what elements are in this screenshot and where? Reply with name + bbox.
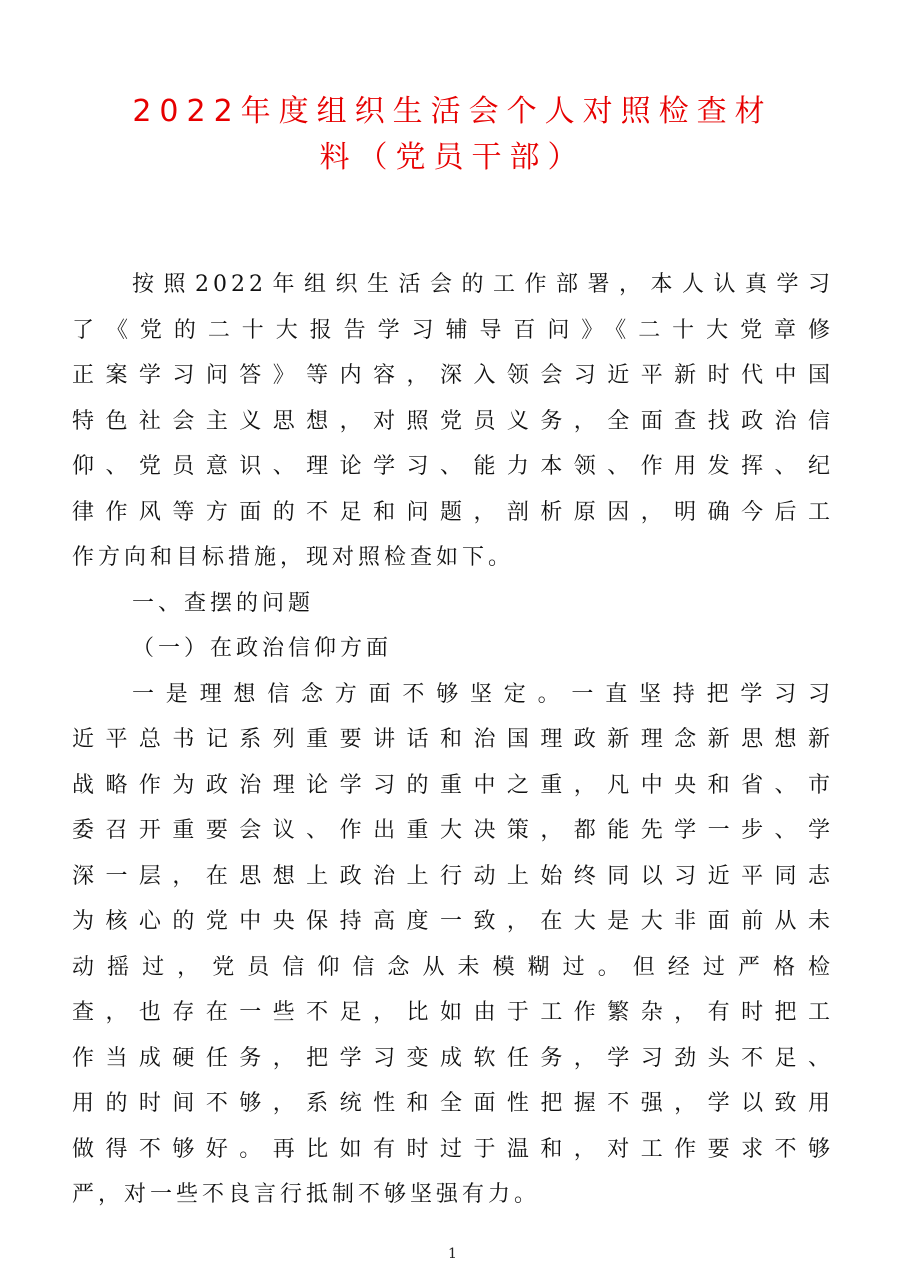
paragraph-2-line: 用的时间不够，系统性和全面性把握不强，学以致用 xyxy=(72,1091,834,1116)
paragraph-1-line: 仰、党员意识、理论学习、能力本领、作用发挥、纪 xyxy=(72,454,834,479)
document-body xyxy=(72,262,834,1218)
page-number: 1 xyxy=(448,1246,457,1262)
document-title-line-1: 2022年度组织生活会个人对照检查材 xyxy=(132,94,773,129)
paragraph-2-line: 动摇过，党员信仰信念从未模糊过。但经过严格检 xyxy=(72,954,834,980)
document-title-line-2: 料（党员干部） xyxy=(319,140,586,175)
paragraph-1-line: 正案学习问答》等内容，深入领会习近平新时代中国 xyxy=(72,363,834,388)
subsection-heading: （一）在政治信仰方面 xyxy=(132,636,393,661)
paragraph-2-line: 做得不够好。再比如有时过于温和，对工作要求不够 xyxy=(72,1136,834,1162)
paragraph-2-line: 为核心的党中央保持高度一致，在大是大非面前从未 xyxy=(72,909,834,934)
paragraph-1-line: 特色社会主义思想，对照党员义务，全面查找政治信 xyxy=(72,408,834,434)
paragraph-1-line: 律作风等方面的不足和问题，剖析原因，明确今后工 xyxy=(72,499,834,525)
paragraph-2-line: 深一层，在思想上政治上行动上始终同以习近平同志 xyxy=(72,863,834,889)
paragraph-2-line: 一是理想信念方面不够坚定。一直坚持把学习习 xyxy=(132,681,834,707)
paragraph-2-line: 作当成硬任务，把学习变成软任务，学习劲头不足、 xyxy=(72,1045,834,1071)
paragraph-2-line: 战略作为政治理论学习的重中之重，凡中央和省、市 xyxy=(72,772,834,798)
paragraph-1-line: 按照2022年组织生活会的工作部署，本人认真学习 xyxy=(132,272,834,297)
paragraph-1-line: 作方向和目标措施，现对照检查如下。 xyxy=(72,545,515,570)
paragraph-2-line: 近平总书记系列重要讲话和治国理政新理念新思想新 xyxy=(72,727,834,752)
section-heading: 一、查摆的问题 xyxy=(132,590,315,616)
paragraph-2-line: 严，对一些不良言行抵制不够坚强有力。 xyxy=(72,1182,541,1207)
paragraph-2-line: 委召开重要会议、作出重大决策，都能先学一步、学 xyxy=(72,818,834,843)
paragraph-2-line: 查，也存在一些不足，比如由于工作繁杂，有时把工 xyxy=(72,1000,834,1025)
paragraph-1-line: 了《党的二十大报告学习辅导百问》《二十大党章修 xyxy=(72,317,834,343)
